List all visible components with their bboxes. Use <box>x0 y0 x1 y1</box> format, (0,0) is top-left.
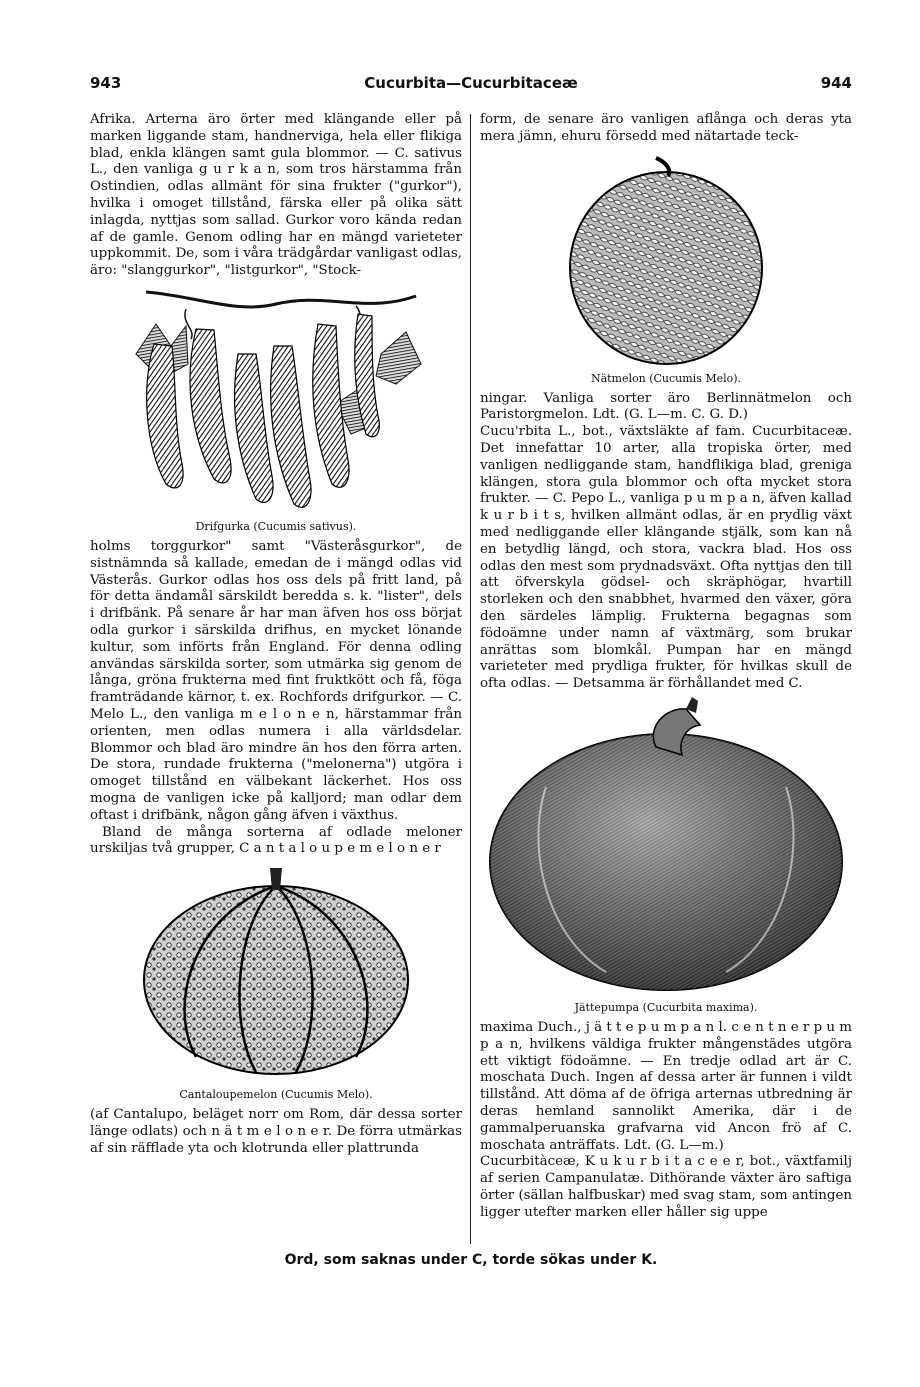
cucumber-illustration <box>126 284 426 516</box>
cantaloupe-illustration <box>136 862 416 1084</box>
right-column <box>480 112 852 1222</box>
left-paragraph-1: Afrika. Arterna äro örter med klängande eller på marken liggande stam, handnerviga, hela eller flikiga blad, enkla klängen samt gula blommor. — C. sativus L., den vanliga g u r k a n, som tros härstamma från Ostindien, odlas allmänt för sina frukter ("gurkor"), hvilka i omoget tillstånd, färska eller på olika sätt inlagda, nyttjas som sallad. Gurkor voro kända redan af de gamle. Genom odling har en mängd varieteter uppkommit. De, som i våra trädgårdar vanligast odlas, äro: "slanggurkor", "listgurkor", "Stock- <box>90 112 462 279</box>
page-number-right: 944 <box>820 74 852 92</box>
figure-caption-netted-melon: Nätmelon (Cucumis Melo). <box>590 371 742 385</box>
figure-caption-cantaloupe: Cantaloupemelon (Cucumis Melo). <box>179 1088 373 1102</box>
figure-cucumber <box>90 284 462 516</box>
page-number-left: 943 <box>90 74 122 92</box>
figure-cantaloupe <box>90 862 462 1084</box>
left-column <box>90 112 462 1158</box>
page-footer-note: Ord, som saknas under C, torde sökas under K. <box>284 1252 658 1268</box>
right-paragraph-4: maxima Duch., j ä t t e p u m p a n l. c e n t n e r p u m p a n, hvilkens väldiga frukter mångenstädes utgöra ett viktigt födoämne. — En tredje odlad art är C. moschata Duch. Ingen af dessa arter är funnen i vildt tillstånd. Att döma af de öfriga arternas utbredning är deras hemland sannolikt Amerika, där i de gammalperuanska grafvarna vid Ancon frö af C. moschata anträffats. Ldt. (G. L—m.) <box>480 1019 852 1153</box>
giant-pumpkin-illustration <box>486 697 846 997</box>
figure-caption-giant-pumpkin: Jättepumpa (Cucurbita maxima). <box>574 1000 758 1014</box>
running-title: Cucurbita—Cucurbitaceæ <box>364 74 578 92</box>
figure-giant-pumpkin <box>480 697 852 997</box>
right-paragraph-3: Cucu'rbita L., bot., växtsläkte af fam. Cucurbitaceæ. Det innefattar 10 arter, alla tropiska örter, med vanligen nedliggande stam, handflikiga blad, greniga klängen, stora gula blommor och ofta mycket stora frukter. — C. Pepo L., vanliga p u m p a n, äfven kallad k u r b i t s, hvilken allmänt odlas, är en prydlig växt med nedliggande eller klängande stjälk, som kan nå en betydlig längd, och stora, vackra blad. Hos oss odlas den mest som prydnadsväxt. Ofta nyttjas den till att öfverskyla gödsel- och skräphögar, hvartill storleken och den snabbhet, hvarmed den växer, göra den särdeles lämplig. Frukterna begagnas som födoämne under namn af växtmärg, som brukar anrättas som blomkål. Pumpan har en mängd varieteter med prydliga frukter, för hvilkas skull de ofta odlas. — Detsamma är förhållandet med C. <box>480 424 852 692</box>
page-header <box>90 70 852 96</box>
figure-caption-cucumber: Drifgurka (Cucumis sativus). <box>195 519 357 533</box>
left-paragraph-3: Bland de många sorterna af odlade meloner urskiljas två grupper, C a n t a l o u p e m e l o n e r <box>90 824 462 857</box>
column-divider <box>470 114 471 1244</box>
right-paragraph-1: form, de senare äro vanligen aflånga och deras yta mera jämn, ehuru försedd med nätartade teck- <box>480 112 852 144</box>
left-paragraph-4: (af Cantalupo, beläget norr om Rom, där dessa sorter länge odlats) och n ä t m e l o n e r. De förra utmärkas af sin räfflade yta och klotrunda eller plattrunda <box>90 1107 462 1156</box>
netted-melon-illustration <box>556 150 776 368</box>
left-paragraph-2: holms torggurkor" samt "Västeråsgurkor", de sistnämnda så kallade, emedan de i mängd odlas vid Västerås. Gurkor odlas hos oss dels på fritt land, på för detta ändamål särskildt beredda s. k. "lister", dels i drifbänk. På senare år har man äfven hos oss börjat odla gurkor i särskilda drifhus, en mycket lönande kultur, som införts från England. För denna odling användas särskilda sorter, som utmärka sig genom de långa, gröna frukterna med fint fruktkött och få, föga framträdande kärnor, t. ex. Rochfords drifgurkor. — C. Melo L., den vanliga m e l o n e n, härstammar från orienten, men odlas numera i alla världsdelar. Blommor och blad äro mindre än hos den förra arten. De stora, rundade frukterna ("melonerna") utgöra i omoget tillstånd en välbekant läckerhet. Hos oss mogna de vanligen icke på kalljord; man odlar dem oftast i drifbänk, någon gång äfven i växthus. <box>90 538 462 823</box>
figure-netted-melon <box>480 150 852 368</box>
right-paragraph-5: Cucurbitàceæ, K u k u r b i t a c e e r, bot., växtfamilj af serien Campanulatæ. Dithörande växter äro saftiga örter (sällan halfbuskar) med svag stam, som antingen ligger utefter marken eller håller sig uppe <box>480 1154 852 1220</box>
right-paragraph-2: ningar. Vanliga sorter äro Berlinnätmelon och Paristorgmelon. Ldt. (G. L—m. C. G. D.) <box>480 390 852 423</box>
